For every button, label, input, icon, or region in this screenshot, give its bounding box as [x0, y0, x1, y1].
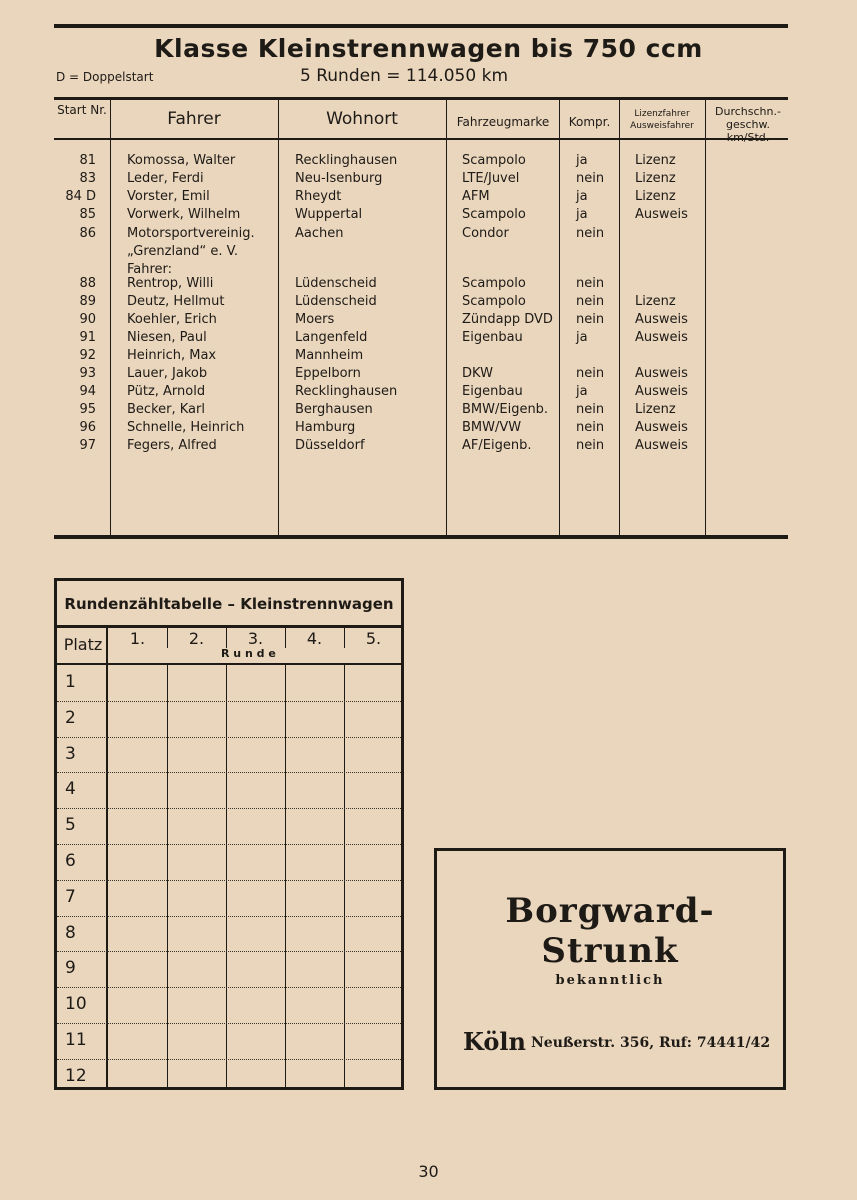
cell-kompr: nein [576, 226, 605, 241]
cell-start-nr: 90 [79, 312, 96, 327]
col-divider [110, 100, 111, 535]
col-divider [705, 100, 706, 535]
lap-header-divider [285, 628, 286, 648]
lap-header-3: 3. [247, 629, 264, 648]
lap-title-rule [57, 625, 401, 628]
cell-lizenz: Lizenz [635, 402, 676, 417]
place-number: 4 [65, 779, 76, 800]
place-row-separator [57, 737, 401, 738]
cell-marke: Zündapp DVD [462, 312, 553, 327]
cell-wohnort: Lüdenscheid [295, 276, 377, 291]
lap-header-5: 5. [365, 629, 382, 648]
table-header-rule [54, 138, 788, 140]
top-rule [54, 24, 788, 28]
runde-label: R u n d e [221, 647, 276, 660]
table-top-rule [54, 97, 788, 100]
cell-marke: BMW/VW [462, 420, 522, 435]
cell-fahrer: Pütz, Arnold [127, 384, 206, 399]
cell-lizenz: Ausweis [635, 312, 688, 327]
cell-fahrer: Fegers, Alfred [127, 438, 217, 453]
lap-count-table [54, 578, 404, 1090]
cell-kompr: nein [576, 420, 605, 435]
cell-lizenz: Ausweis [635, 207, 688, 222]
ad-address: Neußerstr. 356, Ruf: 74441/42 [531, 1035, 771, 1051]
place-row-separator [57, 844, 401, 845]
place-number: 1 [65, 672, 76, 692]
cell-wohnort: Eppelborn [295, 366, 361, 381]
cell-wohnort: Mannheim [295, 348, 364, 363]
place-number: 12 [65, 1065, 87, 1086]
lap-header-rule [57, 663, 401, 665]
place-row-separator [57, 1059, 401, 1060]
cell-start-nr: 83 [79, 171, 96, 186]
cell-start-nr: 97 [79, 438, 96, 453]
place-row-separator [57, 808, 401, 809]
cell-marke: Eigenbau [462, 384, 523, 399]
cell-wohnort: Wuppertal [295, 207, 363, 222]
cell-fahrer: Motorsportvereinig. [127, 226, 255, 241]
cell-kompr: ja [576, 384, 588, 399]
platz-header: Platz [63, 635, 103, 654]
cell-fahrer: Becker, Karl [127, 402, 205, 417]
cell-kompr: nein [576, 294, 605, 309]
cell-fahrer: Heinrich, Max [127, 348, 217, 363]
cell-marke: Scampolo [462, 276, 526, 291]
col-divider [619, 100, 620, 535]
ad-slogan: bekanntlich [555, 973, 665, 988]
cell-wohnort: Moers [295, 312, 335, 327]
cell-kompr: nein [576, 438, 605, 453]
cell-marke: BMW/Eigenb. [462, 402, 549, 417]
cell-lizenz: Lizenz [635, 294, 676, 309]
cell-lizenz: Ausweis [635, 384, 688, 399]
place-row-separator [57, 880, 401, 881]
place-number: 6 [65, 851, 76, 871]
cell-lizenz: Ausweis [635, 366, 688, 381]
ad-city: Köln [463, 1027, 526, 1056]
place-number: 5 [65, 815, 76, 836]
cell-kompr: ja [576, 189, 588, 204]
lap-table-title: Rundenzähltabelle – Kleinstrennwagen [64, 595, 394, 613]
cell-fahrer: Koehler, Erich [127, 312, 217, 327]
lap-header-divider [167, 628, 168, 648]
cell-start-nr: 96 [79, 420, 96, 435]
cell-start-nr: 84 D [65, 189, 96, 204]
place-number: 8 [65, 922, 76, 943]
cell-start-nr: 88 [79, 276, 96, 291]
double-start-legend: D = Doppelstart [56, 70, 154, 84]
cell-wohnort: Aachen [295, 226, 344, 241]
cell-wohnort: Rheydt [295, 189, 342, 204]
cell-start-nr: 81 [79, 153, 96, 168]
cell-lizenz: Ausweis [635, 438, 688, 453]
lap-header-divider [344, 628, 345, 648]
place-row-separator [57, 916, 401, 917]
header-fahrzeugmarke: Fahrzeugmarke [456, 115, 550, 129]
cell-marke: Condor [462, 226, 509, 241]
cell-lizenz: Lizenz [635, 189, 676, 204]
cell-fahrer: Leder, Ferdi [127, 171, 204, 186]
cell-start-nr: 89 [79, 294, 96, 309]
cell-start-nr: 85 [79, 207, 96, 222]
cell-fahrer: Schnelle, Heinrich [127, 420, 245, 435]
cell-marke: DKW [462, 366, 493, 381]
cell-kompr: nein [576, 366, 605, 381]
cell-start-nr: 93 [79, 366, 96, 381]
cell-marke: AFM [462, 189, 490, 204]
cell-kompr: ja [576, 207, 588, 222]
cell-kompr: nein [576, 276, 605, 291]
cell-marke: AF/Eigenb. [462, 438, 532, 453]
cell-fahrer: Deutz, Hellmut [127, 294, 225, 309]
place-number: 3 [65, 743, 76, 764]
place-number: 9 [65, 958, 76, 979]
cell-kompr: nein [576, 402, 605, 417]
lap-header-divider [226, 628, 227, 648]
platz-divider [106, 628, 108, 1087]
col-divider [278, 100, 279, 535]
cell-fahrer: Rentrop, Willi [127, 276, 214, 291]
cell-fahrer: „Grenzland“ e. V. [127, 244, 239, 259]
header-wohnort: Wohnort [326, 109, 398, 129]
cell-marke: Eigenbau [462, 330, 523, 345]
cell-fahrer: Lauer, Jakob [127, 366, 208, 381]
place-row-separator [57, 987, 401, 988]
place-row-separator [57, 1023, 401, 1024]
ad-company-name: Borgward-Strunk [505, 891, 715, 971]
cell-fahrer: Komossa, Walter [127, 153, 236, 168]
cell-lizenz: Ausweis [635, 420, 688, 435]
header-fahrer: Fahrer [167, 109, 221, 129]
place-row-separator [57, 951, 401, 952]
cell-marke: Scampolo [462, 294, 526, 309]
lap-header-4: 4. [306, 629, 323, 648]
cell-lizenz: Ausweis [635, 330, 688, 345]
cell-wohnort: Langenfeld [295, 330, 368, 345]
lap-header-1: 1. [129, 629, 146, 648]
cell-start-nr: 91 [79, 330, 96, 345]
place-number: 11 [65, 1030, 87, 1050]
cell-wohnort: Düsseldorf [295, 438, 365, 453]
cell-kompr: nein [576, 171, 605, 186]
header-start-nr: Start Nr. [57, 103, 107, 117]
cell-marke: Scampolo [462, 207, 526, 222]
cell-lizenz: Lizenz [635, 171, 676, 186]
table-bottom-rule [54, 535, 788, 539]
cell-fahrer: Vorwerk, Wilhelm [127, 207, 241, 222]
place-number: 7 [65, 886, 76, 907]
page-number: 30 [418, 1162, 439, 1181]
cell-fahrer: Vorster, Emil [127, 189, 210, 204]
place-number: 2 [65, 707, 76, 728]
cell-marke: Scampolo [462, 153, 526, 168]
lap-header-2: 2. [188, 629, 205, 648]
place-number: 10 [65, 994, 87, 1015]
race-distance: 5 Runden = 114.050 km [300, 66, 509, 86]
page-title: Klasse Kleinstrennwagen bis 750 ccm [154, 34, 703, 63]
cell-start-nr: 95 [79, 402, 96, 417]
cell-wohnort: Neu-Isenburg [295, 171, 383, 186]
cell-start-nr: 94 [79, 384, 96, 399]
cell-marke: LTE/Juvel [462, 171, 520, 186]
cell-fahrer: Niesen, Paul [127, 330, 207, 345]
cell-lizenz: Lizenz [635, 153, 676, 168]
cell-start-nr: 92 [79, 348, 96, 363]
cell-wohnort: Hamburg [295, 420, 356, 435]
advertisement [434, 848, 786, 1090]
cell-wohnort: Recklinghausen [295, 153, 398, 168]
header-lizenz-ausweis: Lizenzfahrer Ausweisfahrer [630, 109, 694, 131]
cell-wohnort: Recklinghausen [295, 384, 398, 399]
cell-kompr: nein [576, 312, 605, 327]
cell-wohnort: Lüdenscheid [295, 294, 377, 309]
cell-fahrer: Fahrer: [127, 262, 173, 277]
header-durchschnitt: Durchschn.- geschw. km/Std. [715, 105, 781, 144]
header-kompr: Kompr. [568, 115, 611, 129]
cell-kompr: ja [576, 153, 588, 168]
col-divider [446, 100, 447, 535]
place-row-separator [57, 701, 401, 702]
place-row-separator [57, 772, 401, 773]
cell-wohnort: Berghausen [295, 402, 373, 417]
col-divider [559, 100, 560, 535]
cell-start-nr: 86 [79, 226, 96, 241]
cell-kompr: ja [576, 330, 588, 345]
